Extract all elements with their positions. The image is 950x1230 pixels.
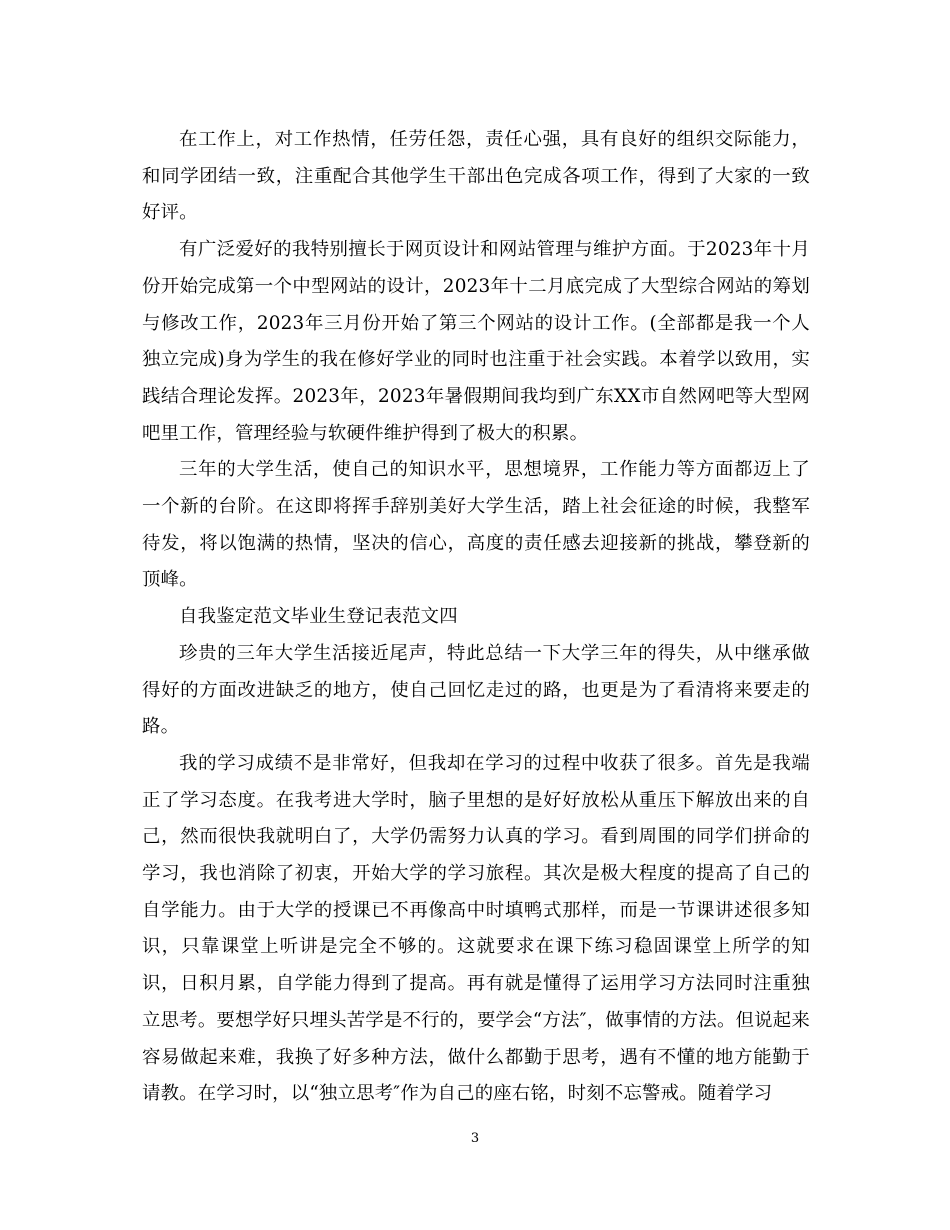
paragraph-web-design: 有广泛爱好的我特别擅长于网页设计和网站管理与维护方面。于2023年十月份开始完成第一个中型网站的设计，2023年十二月底完成了大型综合网站的筹划与修改工作，2023年三月份开始了第三个网站的设计工作。(全部都是我一个人独立完成)身为学生的我在修好学业的同时也注重于社会实践。本着学以致用，实践结合理论发挥。2023年，2023年暑假期间我均到广东XX市自然网吧等大型网吧里工作，管理经验与软硬件维护得到了极大的积累。 <box>142 239 810 444</box>
paragraph-study: 我的学习成绩不是非常好，但我却在学习的过程中收获了很多。首先是我端正了学习态度。在我考进大学时，脑子里想的是好好放松从重压下解放出来的自己，然而很快我就明白了，大学仍需努力认真的学习。看到周围的同学们拼命的学习，我也消除了初衷，开始大学的学习旅程。其次是极大程度的提高了自己的自学能力。由于大学的授课已不再像高中时填鸭式那样，而是一节课讲述很多知识，只靠课堂上听讲是完全不够的。这就要求在课下练习稳固课堂上所学的知识，日积月累，自学能力得到了提高。再有就是懂得了运用学习方法同时注重独立思考。要想学好只埋头苦学是不行的，要学会“方法″，做事情的方法。但说起来容易做起来难，我换了好多种方法，做什么都勤于思考，遇有不懂的地方能勤于请教。在学习时，以“独立思考″作为自己的座右铭，时刻不忘警戒。随着学习 <box>142 752 810 1105</box>
document-body <box>142 122 810 1113</box>
paragraph-work-attitude: 在工作上，对工作热情，任劳任怨，责任心强，具有良好的组织交际能力，和同学团结一致，注重配合其他学生干部出色完成各项工作，得到了大家的一致好评。 <box>142 129 810 224</box>
paragraph-university-life: 三年的大学生活，使自己的知识水平，思想境界，工作能力等方面都迈上了一个新的台阶。在这即将挥手辞别美好大学生活，踏上社会征途的时候，我整军待发，将以饱满的热情，坚决的信心，高度的责任感去迎接新的挑战，攀登新的顶峰。 <box>142 459 810 591</box>
section-heading: 自我鉴定范文毕业生登记表范文四 <box>179 606 458 628</box>
page-number: 3 <box>470 1131 480 1146</box>
paragraph-summary-intro: 珍贵的三年大学生活接近尾声，特此总结一下大学三年的得失，从中继承做得好的方面改进缺乏的地方，使自己回忆走过的路，也更是为了看清将来要走的路。 <box>142 642 810 738</box>
